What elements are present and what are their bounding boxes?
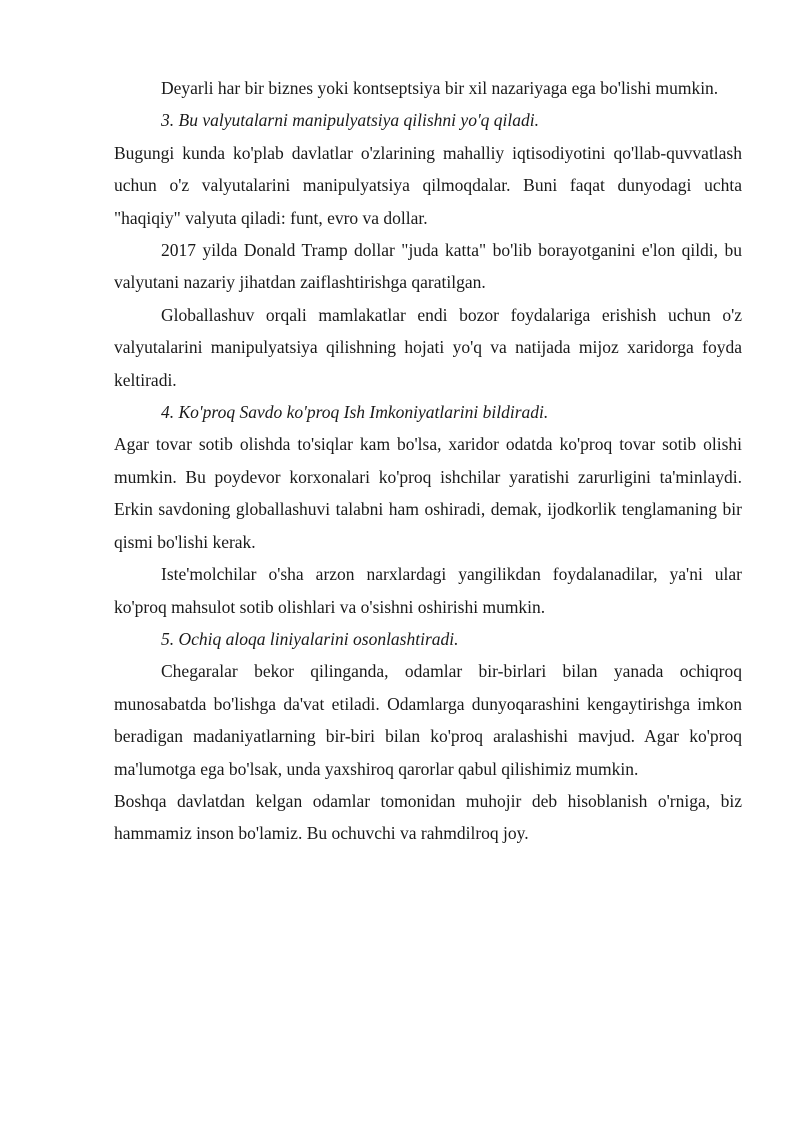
paragraph: Globallashuv orqali mamlakatlar endi bozor foydalariga erishish uchun o'z valyutalarini manipulyatsiya qilishning hojati yo'q va natijada mijoz xaridorga foyda keltiradi. [114,304,742,390]
section-heading: 3. Bu valyutalarni manipulyatsiya qilishni yo'q qiladi. [161,110,540,131]
section-heading: 5. Ochiq aloqa liniyalarini osonlashtiradi. [161,628,459,649]
paragraph: Agar tovar sotib olishda to'siqlar kam bo'lsa, xaridor odatda ko'proq tovar sotib olishi mumkin. Bu poydevor korxonalari ko'proq ishchilar yaratishi zarurligini ta'minlaydi. Erkin savdoning globallashuvi talabni ham oshiradi, demak, ijodkorlik tenglamaning bir qismi bo'lishi kerak. [114,434,742,552]
section-heading: 4. Ko'proq Savdo ko'proq Ish Imkoniyatlarini bildiradi. [161,402,549,423]
document-body [114,72,742,850]
paragraph: 2017 yilda Donald Tramp dollar "juda katta" bo'lib borayotganini e'lon qildi, bu valyutani nazariy jihatdan zaiflashtirishga qaratilgan. [114,240,742,293]
paragraph: Chegaralar bekor qilinganda, odamlar bir-birlari bilan yanada ochiqroq munosabatda bo'lishga da'vat etiladi. Odamlarga dunyoqarashini kengaytirishga imkon beradigan madaniyatlarning bir-biri bilan ko'proq aralashishi mavjud. Agar ko'proq ma'lumotga ega bo'lsak, unda yaxshiroq qarorlar qabul qilishimiz mumkin. [114,661,742,779]
paragraph: Boshqa davlatdan kelgan odamlar tomonidan muhojir deb hisoblanish o'rniga, biz hammamiz inson bo'lamiz. Bu ochuvchi va rahmdilroq joy. [114,790,742,844]
paragraph: Bugungi kunda ko'plab davlatlar o'zlarining mahalliy iqtisodiyotini qo'llab-quvvatlash uchun o'z valyutalarini manipulyatsiya qilmoqdalar. Buni faqat dunyodagi uchta "haqiqiy" valyuta qiladi: funt, evro va dollar. [114,142,742,228]
paragraph: Iste'molchilar o'sha arzon narxlardagi yangilikdan foydalanadilar, ya'ni ular ko'proq mahsulot sotib olishlari va o'sishni oshirishi mumkin. [114,564,742,617]
paragraph: Deyarli har bir biznes yoki kontseptsiya bir xil nazariyaga ega bo'lishi mumkin. [161,78,719,98]
